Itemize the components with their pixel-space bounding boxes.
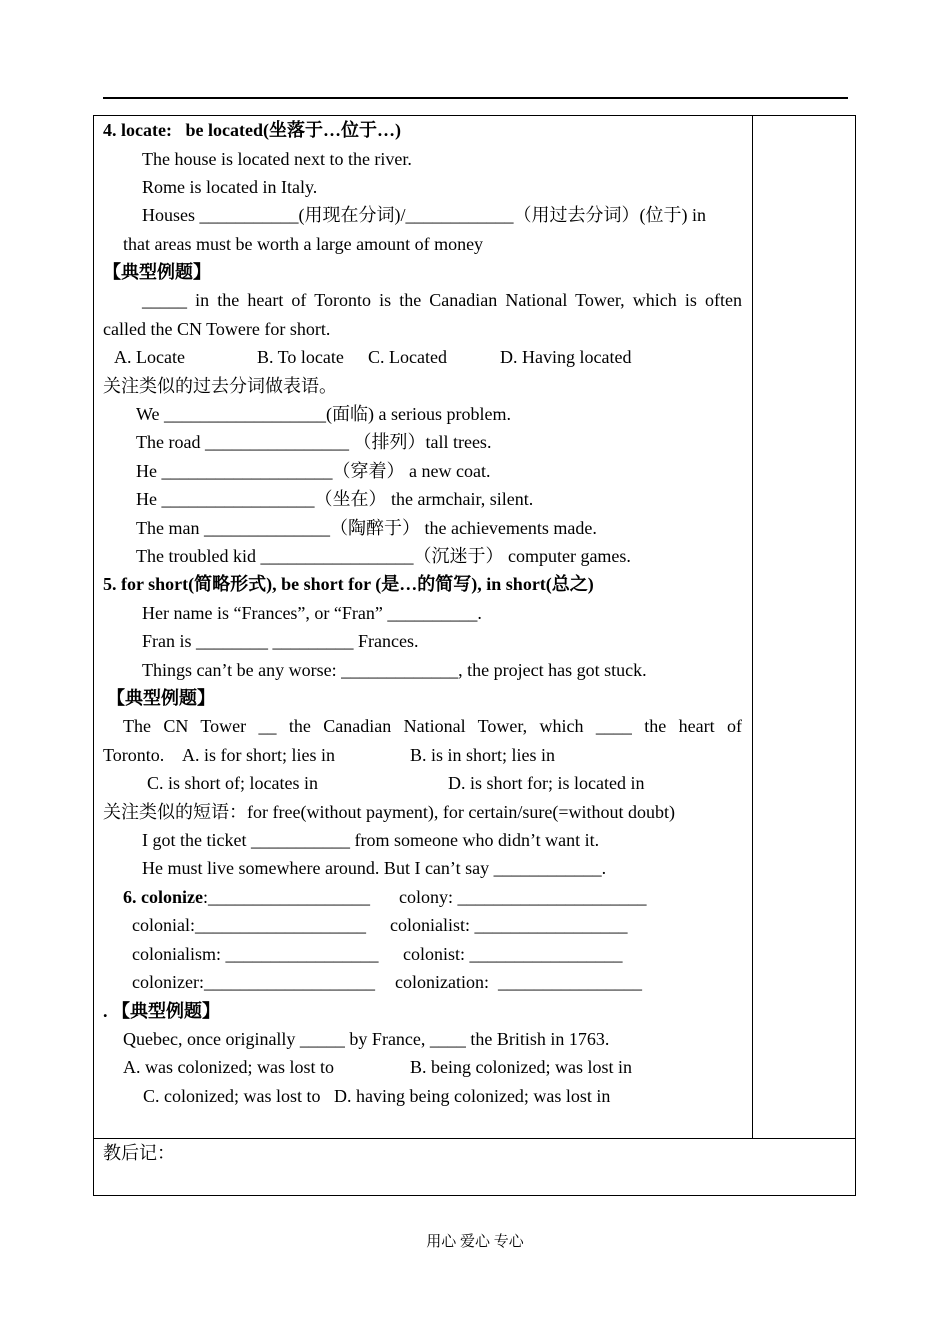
- word-form-blank: colonist: _________________: [403, 944, 623, 964]
- question-text-continued: Toronto.: [103, 745, 165, 765]
- fill-in-exercise: Fran is ________ _________ Frances.: [142, 631, 419, 651]
- fill-in-exercise: Things can’t be any worse: _____________, the project has got stuck.: [142, 660, 647, 680]
- option-d: D. is short for; is located in: [448, 773, 645, 793]
- typical-example-label: 【典型例题】: [103, 262, 211, 282]
- drill-sentence: We __________________(面临) a serious problem.: [136, 404, 511, 424]
- example-sentence: Rome is located in Italy.: [142, 177, 318, 197]
- row-divider: [93, 1138, 856, 1139]
- typical-example-label: 【典型例题】: [107, 688, 215, 708]
- option-b: B. being colonized; was lost in: [410, 1057, 632, 1077]
- fill-in-exercise: Houses ___________(用现在分词)/____________（用过去分词）(位于) in: [142, 205, 706, 225]
- drill-sentence: He ___________________（穿着） a new coat.: [136, 461, 491, 481]
- option-d: D. Having located: [500, 347, 632, 367]
- typical-example-label: . 【典型例题】: [103, 1001, 220, 1021]
- fill-in-exercise-continued: that areas must be worth a large amount of money: [123, 234, 484, 254]
- fill-in-exercise: Her name is “Frances”, or “Fran” __________.: [142, 603, 482, 623]
- section-6-heading: 6. colonize: [123, 887, 203, 907]
- section-4-heading: 4. locate: be located(坐落于…位于…): [103, 120, 401, 140]
- option-a: A. Locate: [114, 347, 185, 367]
- question-text: Quebec, once originally _____ by France, ____ the British in 1763.: [123, 1029, 610, 1049]
- option-c: C. Located: [368, 347, 447, 367]
- drill-sentence: He _________________（坐在） the armchair, silent.: [136, 489, 534, 509]
- option-c-d: C. colonized; was lost to D. having being colonized; was lost in: [143, 1086, 611, 1106]
- word-form-blank: colonizer:___________________: [132, 972, 375, 992]
- option-a: A. is for short; lies in: [182, 745, 335, 765]
- drill-sentence: The man ______________（陶醉于） the achievements made.: [136, 518, 597, 538]
- after-class-notes-label: 教后记：: [103, 1143, 175, 1163]
- option-b: B. To locate: [257, 347, 344, 367]
- word-form-blank: colonialist: _________________: [390, 915, 628, 935]
- word-form-blank: colony: _____________________: [399, 887, 647, 907]
- word-form-blank: colonization: ________________: [395, 972, 642, 992]
- option-c: C. is short of; locates in: [147, 773, 318, 793]
- question-text: _____ in the heart of Toronto is the Canadian National Tower, which is often: [142, 290, 742, 310]
- page-footer: 用心 爱心 专心: [426, 1234, 524, 1250]
- word-form-blank: colonialism: _________________: [132, 944, 379, 964]
- example-sentence: The house is located next to the river.: [142, 149, 412, 169]
- word-form-blank: colonial:___________________: [132, 915, 366, 935]
- question-text-continued: called the CN Towere for short.: [103, 319, 331, 339]
- option-a: A. was colonized; was lost to: [123, 1057, 334, 1077]
- fill-in-exercise: I got the ticket ___________ from someone who didn’t want it.: [142, 830, 600, 850]
- option-b: B. is in short; lies in: [410, 745, 556, 765]
- question-text: The CN Tower __ the Canadian National Tower, which ____ the heart of: [123, 716, 742, 736]
- word-form-blank: :__________________: [202, 887, 370, 907]
- fill-in-exercise: He must live somewhere around. But I can’t say ____________.: [142, 858, 607, 878]
- section-6-row: [123, 885, 370, 909]
- drill-sentence: The troubled kid _________________（沉迷于） computer games.: [136, 546, 631, 566]
- note-text: 关注类似的短语：for free(without payment), for certain/sure(=without doubt): [103, 802, 676, 822]
- column-divider: [752, 115, 753, 1138]
- header-rule: [103, 97, 848, 99]
- drill-sentence: The road ________________ （排列）tall trees.: [136, 432, 492, 452]
- section-5-heading: 5. for short(简略形式), be short for (是…的简写), in short(总之): [103, 574, 594, 594]
- note-text: 关注类似的过去分词做表语。: [103, 376, 337, 396]
